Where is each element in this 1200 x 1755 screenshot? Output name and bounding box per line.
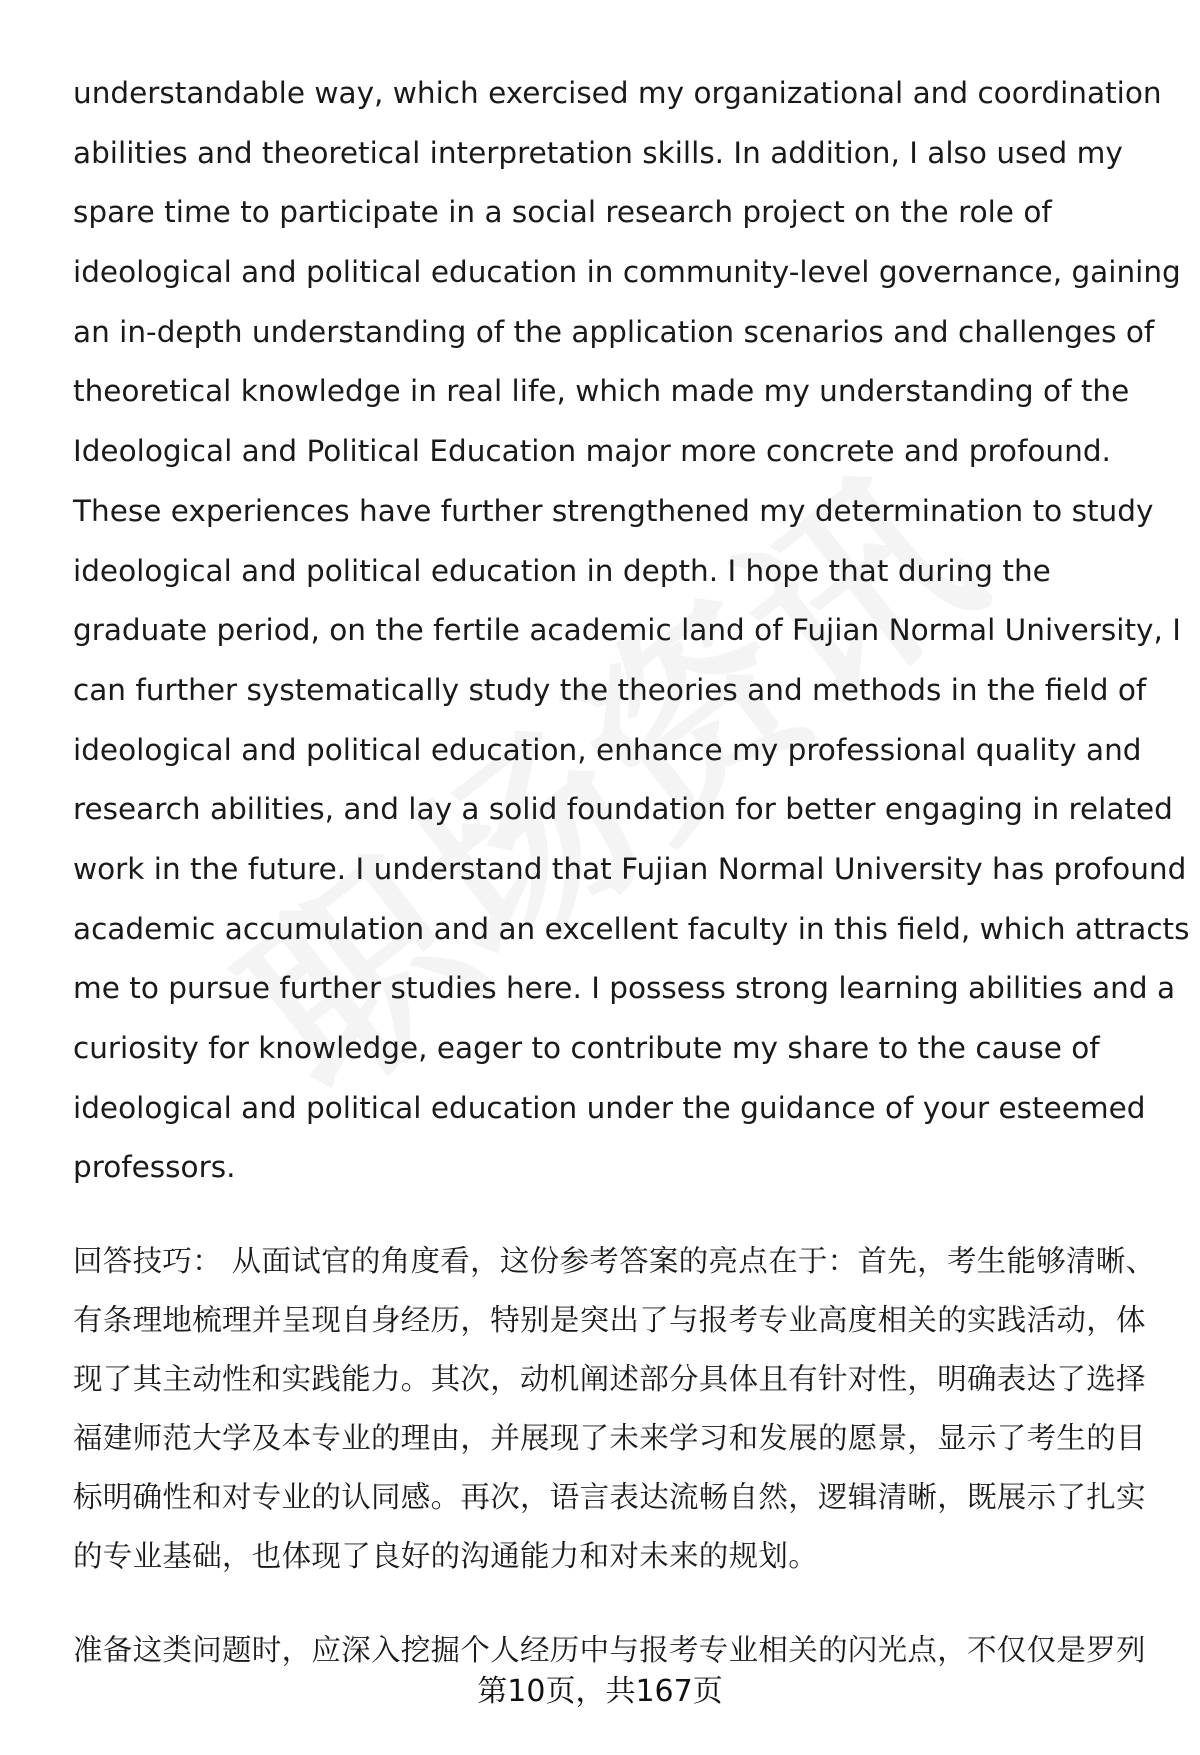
text-line: ideological and political education in depth. I hope that during the bbox=[73, 553, 1051, 588]
text-line: 福建师范大学及本专业的理由，并展现了未来学习和发展的愿景，显示了考生的目 bbox=[73, 1421, 1146, 1456]
text-line: ideological and political education in community-level governance, gaining bbox=[73, 255, 1181, 290]
text-line: me to pursue further studies here. I possess strong learning abilities and a bbox=[73, 971, 1176, 1006]
text-line: 准备这类问题时，应深入挖掘个人经历中与报考专业相关的闪光点，不仅仅是罗列 bbox=[73, 1633, 1146, 1668]
text-line: professors. bbox=[73, 1150, 236, 1185]
text-line: theoretical knowledge in real life, which made my understanding of the bbox=[73, 374, 1130, 409]
text-line: ideological and political education under the guidance of your esteemed bbox=[73, 1090, 1146, 1125]
page-number: 第10页，共167页 bbox=[477, 1674, 723, 1709]
text-line: Ideological and Political Education major more concrete and profound. bbox=[73, 434, 1111, 469]
text-line: 现了其主动性和实践能力。其次，动机阐述部分具体且有针对性，明确表达了选择 bbox=[73, 1362, 1146, 1397]
text-line: ideological and political education, enhance my professional quality and bbox=[73, 732, 1142, 767]
text-line: research abilities, and lay a solid foundation for better engaging in related bbox=[73, 792, 1173, 827]
text-line: an in-depth understanding of the application scenarios and challenges of bbox=[73, 314, 1155, 349]
text-line: 的专业基础，也体现了良好的沟通能力和对未来的规划。 bbox=[73, 1539, 819, 1574]
text-line: curiosity for knowledge, eager to contribute my share to the cause of bbox=[73, 1031, 1100, 1065]
text-line: work in the future. I understand that Fujian Normal University has profound bbox=[73, 851, 1187, 886]
text-line: 标明确性和对专业的认同感。再次，语言表达流畅自然，逻辑清晰，既展示了扎实 bbox=[73, 1480, 1146, 1515]
english-answer-paragraph bbox=[73, 64, 1190, 1198]
text-line: graduate period, on the fertile academic land of Fujian Normal University, I bbox=[73, 613, 1181, 648]
text-line: 回答技巧： 从面试官的角度看，这份参考答案的亮点在于：首先，考生能够清晰、 bbox=[73, 1244, 1156, 1279]
text-line: can further systematically study the theories and methods in the field of bbox=[73, 672, 1147, 707]
answer-tips-paragraph bbox=[73, 1232, 1156, 1586]
text-line: understandable way, which exercised my organizational and coordination bbox=[73, 76, 1162, 110]
text-line: spare time to participate in a social research project on the role of bbox=[73, 195, 1052, 230]
text-line: academic accumulation and an excellent faculty in this field, which attracts bbox=[73, 911, 1190, 946]
text-line: These experiences have further strengthened my determination to study bbox=[73, 493, 1154, 528]
text-line: 有条理地梳理并呈现自身经历，特别是突出了与报考专业高度相关的实践活动，体 bbox=[73, 1303, 1146, 1338]
text-line: abilities and theoretical interpretation skills. In addition, I also used my bbox=[73, 135, 1123, 170]
page-content bbox=[73, 64, 1190, 1680]
